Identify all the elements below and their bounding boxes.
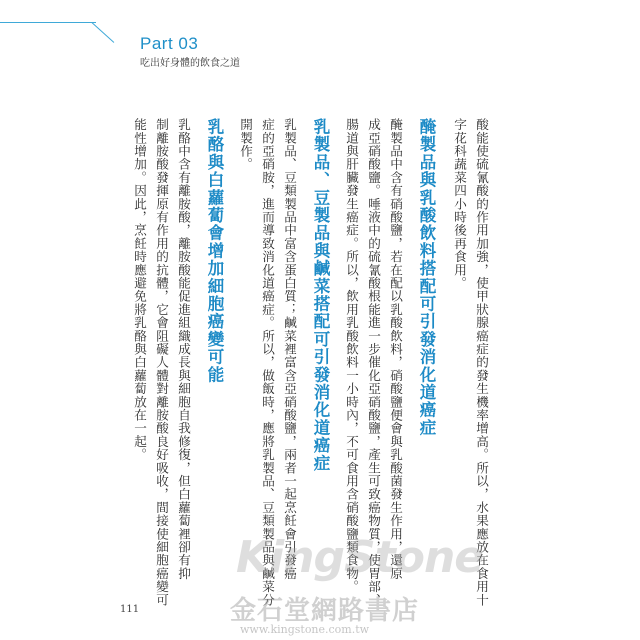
header-rule	[0, 22, 96, 23]
body-column: 酸能使硫氰酸的作用加強，使甲狀腺癌症的發生機率增高。所以，水果應放在食用十	[474, 118, 489, 607]
body-column: 開製作。	[238, 118, 253, 171]
body-column: 腸道與肝臟發生癌症。所以，飲用乳酸飲料一小時內，不可食用含硝酸鹽類食物。	[344, 118, 359, 594]
body-column: 能性增加。因此，烹飪時應避免將乳酪與白蘿蔔放在一起。	[132, 118, 147, 462]
page-number: 111	[120, 604, 140, 615]
body-column: 乳製品、豆類製品中富含蛋白質；鹹菜裡富含亞硝酸鹽，兩者一起烹飪會引發癌	[282, 118, 297, 580]
watermark-store-name: 金石堂網路書店	[230, 596, 420, 626]
body-column: 成亞硝酸鹽。唾液中的硫氰酸根能進一步催化亞硝酸鹽，產生可致癌物質，使胃部、	[366, 118, 381, 607]
body-column: 乳酪中含有離胺酸，離胺酸能促進組織成長與細胞自我修復，但白蘿蔔裡卻有抑	[176, 118, 191, 580]
body-column: 制離胺酸發揮原有作用的抗體，它會阻礙人體對離胺酸良好吸收，間接使細胞癌變可	[154, 118, 169, 607]
part-title: 吃出好身體的飲食之道	[140, 58, 240, 69]
body-column: 醃製品中含有硝酸鹽，若在配以乳酸飲料，硝酸鹽便會與乳酸菌發生作用，還原	[388, 118, 403, 580]
section-heading: 乳製品、豆製品與鹹菜搭配可引發消化道癌症	[311, 118, 330, 472]
body-column: 字花科蔬菜四小時後再食用。	[452, 118, 467, 290]
watermark-url: www.kingstone.com.tw	[240, 623, 370, 636]
part-label: Part 03	[140, 34, 199, 53]
body-column: 症的亞硝胺，進而導致消化道癌症。所以，做飯時，應將乳製品、豆類製品與鹹菜分	[260, 118, 275, 607]
section-heading: 醃製品與乳酸飲料搭配可引發消化道癌症	[417, 118, 436, 437]
header-rule-diagonal	[91, 22, 114, 43]
watermark-logo: KingStone	[236, 532, 484, 583]
section-heading: 乳酪與白蘿蔔會增加細胞癌變可能	[205, 118, 224, 384]
